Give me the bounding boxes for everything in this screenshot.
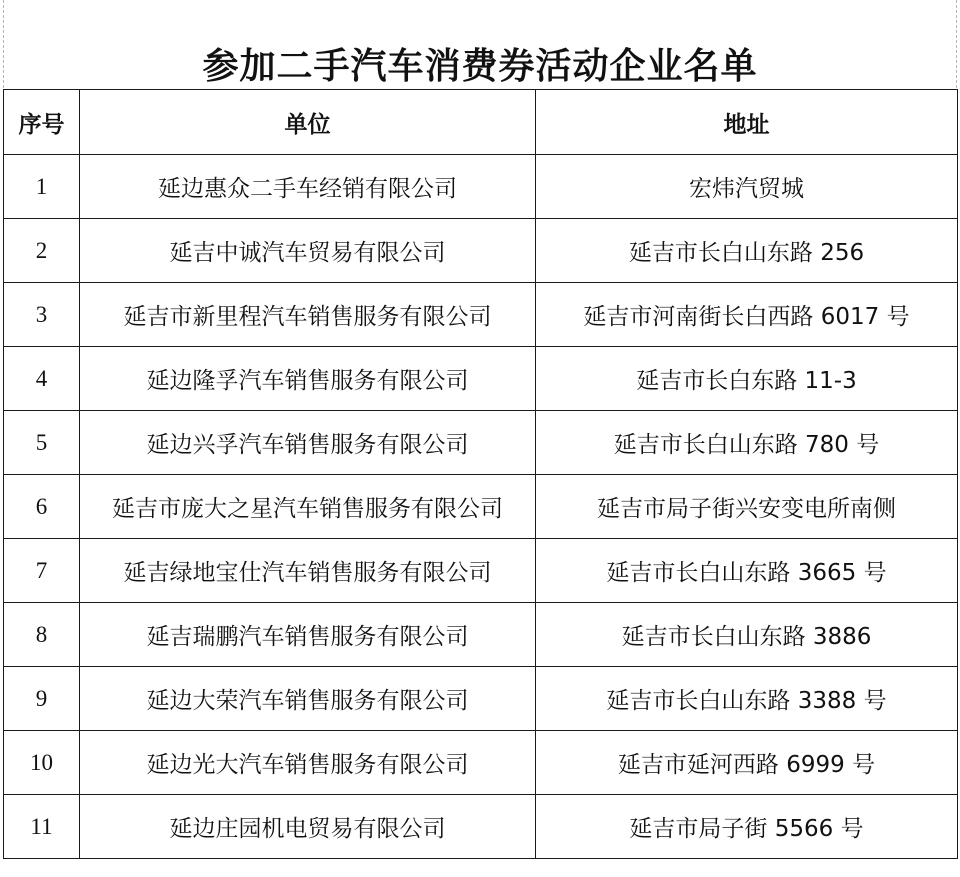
row-address: 延吉市长白山东路 3886 <box>536 603 958 667</box>
row-company: 延边光大汽车销售服务有限公司 <box>80 731 536 795</box>
row-company: 延边惠众二手车经销有限公司 <box>80 155 536 219</box>
row-index: 7 <box>4 539 80 603</box>
header-company: 单位 <box>80 90 536 155</box>
row-address: 延吉市延河西路 6999 号 <box>536 731 958 795</box>
row-index: 5 <box>4 411 80 475</box>
row-company: 延边兴孚汽车销售服务有限公司 <box>80 411 536 475</box>
row-index: 3 <box>4 283 80 347</box>
row-address: 延吉市河南街长白西路 6017 号 <box>536 283 958 347</box>
row-company: 延边隆孚汽车销售服务有限公司 <box>80 347 536 411</box>
row-address: 延吉市长白山东路 256 <box>536 219 958 283</box>
company-list-table <box>3 89 958 859</box>
row-index: 1 <box>4 155 80 219</box>
table-row <box>4 411 958 475</box>
row-company: 延吉市庞大之星汽车销售服务有限公司 <box>80 475 536 539</box>
table-body <box>4 155 958 859</box>
row-index: 4 <box>4 347 80 411</box>
table-row <box>4 731 958 795</box>
table-row <box>4 219 958 283</box>
header-index: 序号 <box>4 90 80 155</box>
row-index: 9 <box>4 667 80 731</box>
table-row <box>4 475 958 539</box>
row-company: 延吉绿地宝仕汽车销售服务有限公司 <box>80 539 536 603</box>
table-row <box>4 667 958 731</box>
row-company: 延边庄园机电贸易有限公司 <box>80 795 536 859</box>
table-row <box>4 603 958 667</box>
row-address: 延吉市长白东路 11-3 <box>536 347 958 411</box>
row-index: 11 <box>4 795 80 859</box>
table-row <box>4 155 958 219</box>
row-index: 2 <box>4 219 80 283</box>
row-address: 宏炜汽贸城 <box>536 155 958 219</box>
table-row <box>4 795 958 859</box>
table-header <box>4 90 958 155</box>
row-address: 延吉市局子街兴安变电所南侧 <box>536 475 958 539</box>
row-company: 延边大荣汽车销售服务有限公司 <box>80 667 536 731</box>
table-row <box>4 283 958 347</box>
row-company: 延吉瑞鹏汽车销售服务有限公司 <box>80 603 536 667</box>
table-row <box>4 347 958 411</box>
row-address: 延吉市长白山东路 780 号 <box>536 411 958 475</box>
header-row <box>4 90 958 155</box>
row-index: 10 <box>4 731 80 795</box>
row-index: 6 <box>4 475 80 539</box>
row-company: 延吉市新里程汽车销售服务有限公司 <box>80 283 536 347</box>
header-address: 地址 <box>536 90 958 155</box>
row-address: 延吉市长白山东路 3388 号 <box>536 667 958 731</box>
row-index: 8 <box>4 603 80 667</box>
page-title: 参加二手汽车消费券活动企业名单 <box>202 44 758 87</box>
row-company: 延吉中诚汽车贸易有限公司 <box>80 219 536 283</box>
row-address: 延吉市长白山东路 3665 号 <box>536 539 958 603</box>
row-address: 延吉市局子街 5566 号 <box>536 795 958 859</box>
table-row <box>4 539 958 603</box>
